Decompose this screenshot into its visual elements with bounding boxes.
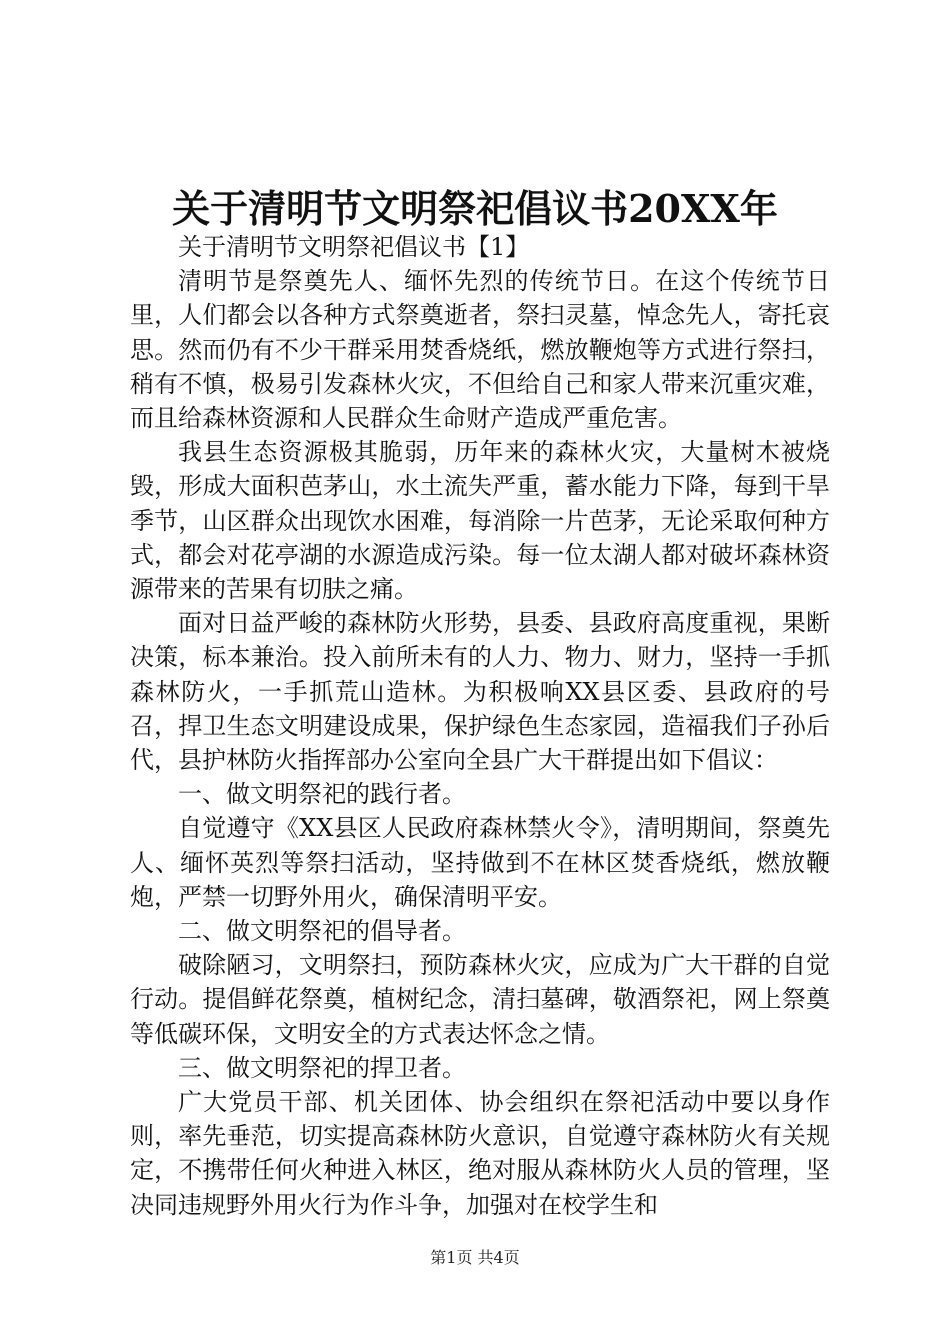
paragraph-subtitle: 关于清明节文明祭祀倡议书【1】	[178, 233, 530, 261]
section-heading: 三、做文明祭祀的捍卫者。	[178, 1053, 466, 1082]
paragraph: 破除陋习，文明祭扫，预防森林火灾，应成为广大干群的自觉行动。提倡鲜花祭奠，植树纪念，清扫墓碑，敬酒祭祀，网上祭奠等低碳环保，文明安全的方式表达怀念之情。	[130, 951, 830, 1048]
paragraph: 广大党员干部、机关团体、协会组织在祭祀活动中要以身作则，率先垂范，切实提高森林防火意识，自觉遵守森林防火有关规定，不携带任何火种进入林区，绝对服从森林防火人员的管理，坚决同违规野外用火行为作斗争，加强对在校学生和	[130, 1088, 830, 1219]
paragraph: 我县生态资源极其脆弱，历年来的森林火灾，大量树木被烧毁，形成大面积芭茅山，水土流失严重，蓄水能力下降，每到干旱季节，山区群众出现饮水困难，每消除一片芭茅，无论采取何种方式，都会对花亭湖的水源造成污染。每一位太湖人都对破坏森林资源带来的苦果有切肤之痛。	[130, 438, 830, 604]
paragraph: 清明节是祭奠先人、缅怀先烈的传统节日。在这个传统节日里，人们都会以各种方式祭奠逝者，祭扫灵墓，悼念先人，寄托哀思。然而仍有不少干群采用焚香烧纸，燃放鞭炮等方式进行祭扫，稍有不慎，极易引发森林火灾，不但给自己和家人带来沉重灾难，而且给森林资源和人民群众生命财产造成严重危害。	[130, 267, 830, 433]
section-heading: 二、做文明祭祀的倡导者。	[178, 917, 466, 946]
section-heading: 一、做文明祭祀的践行者。	[178, 780, 466, 809]
document-title: 关于清明节文明祭祀倡议书20XX年	[172, 186, 778, 231]
page-number-footer: 第1页 共4页	[430, 1248, 520, 1267]
document-body	[130, 230, 830, 1222]
paragraph: 自觉遵守《XX县区人民政府森林禁火令》，清明期间，祭奠先人、缅怀英烈等祭扫活动，坚持做到不在林区焚香烧纸，燃放鞭炮，严禁一切野外用火，确保清明平安。	[130, 814, 830, 911]
paragraph: 面对日益严峻的森林防火形势，县委、县政府高度重视，果断决策，标本兼治。投入前所未有的人力、物力、财力，坚持一手抓森林防火，一手抓荒山造林。为积极响XX县区委、县政府的号召，捍卫生态文明建设成果，保护绿色生态家园，造福我们子孙后代，县护林防火指挥部办公室向全县广大干群提出如下倡议：	[130, 609, 830, 775]
